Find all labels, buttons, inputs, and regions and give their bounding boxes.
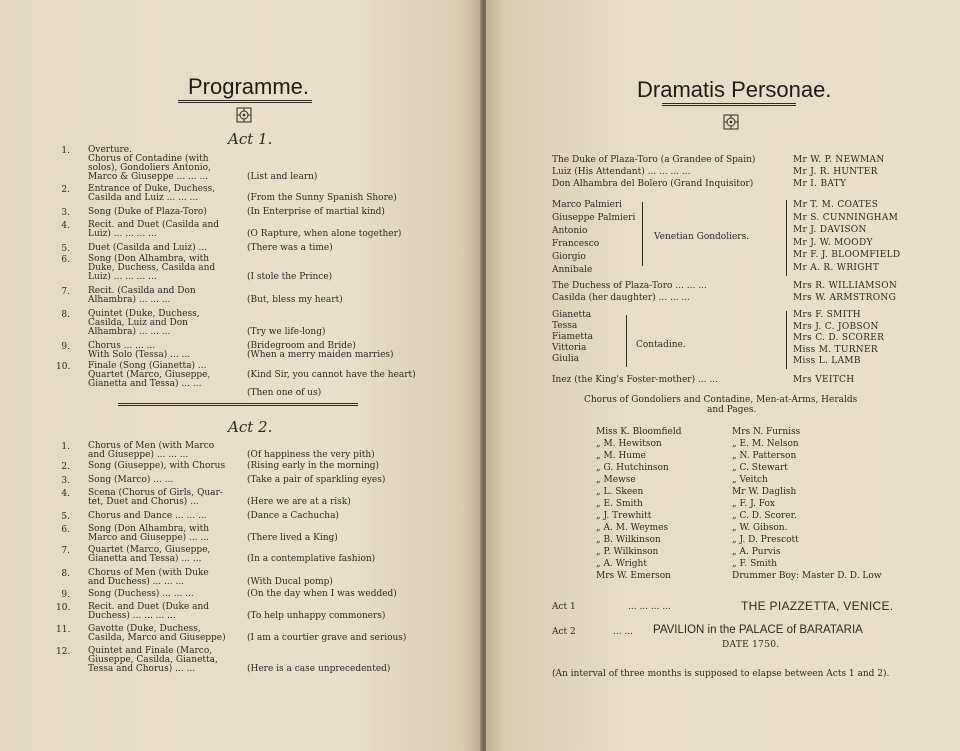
role-name: Luiz (His Attendant) ... ... ... ... bbox=[552, 167, 691, 177]
dramatis-title: Dramatis Personae. bbox=[637, 77, 832, 102]
item-number: 4. bbox=[61, 489, 70, 499]
brace bbox=[786, 200, 787, 276]
item-description: Gianetta and Tessa) ... ... bbox=[88, 554, 202, 564]
item-description: solos), Gondoliers Antonio, bbox=[88, 163, 211, 173]
role-name: Casilda (her daughter) ... ... ... bbox=[552, 293, 690, 303]
role-name: Antonio bbox=[552, 226, 588, 236]
item-description: Duchess) ... ... ... ... bbox=[88, 611, 176, 621]
song-title: (Of happiness the very pith) bbox=[247, 450, 375, 460]
song-title: (Kind Sir, you cannot have the heart) bbox=[247, 370, 416, 380]
item-description: Luiz) ... ... ... ... bbox=[88, 229, 157, 239]
chorus-heading: Chorus of Gondoliers and Contadine, Men-at-Arms, Heralds bbox=[584, 395, 858, 405]
actor-name: Miss M. TURNER bbox=[793, 344, 878, 355]
group-label: Contadine. bbox=[636, 340, 686, 350]
item-description: Casilda and Luiz ... ... ... bbox=[88, 193, 199, 203]
item-number: 10. bbox=[56, 603, 71, 613]
chorus-member: „ N. Patterson bbox=[732, 451, 797, 461]
item-description: Luiz) ... ... ... ... bbox=[88, 272, 157, 282]
item-number: 5. bbox=[61, 512, 70, 522]
item-description: Alhambra) ... ... ... bbox=[88, 295, 171, 305]
item-description: With Solo (Tessa) ... ... bbox=[88, 350, 191, 360]
item-description: Duet (Casilda and Luiz) ... bbox=[88, 243, 208, 253]
item-description: Entrance of Duke, Duchess, bbox=[88, 184, 216, 194]
item-description: Recit. and Duet (Casilda and bbox=[88, 220, 220, 230]
brace bbox=[642, 202, 643, 266]
song-title: (With Ducal pomp) bbox=[247, 577, 333, 587]
act1-heading: Act 1. bbox=[228, 130, 273, 148]
chorus-member: „ Mewse bbox=[596, 475, 636, 485]
item-description: Song (Marco) ... ... bbox=[88, 475, 174, 485]
item-description: Overture. bbox=[88, 145, 132, 155]
item-description: and Giuseppe) ... ... ... bbox=[88, 450, 189, 460]
role-name: Fiametta bbox=[552, 332, 593, 342]
programme-title: Programme. bbox=[188, 74, 310, 99]
role-name: Don Alhambra del Bolero (Grand Inquisitor) bbox=[552, 179, 754, 189]
chorus-member: „ G. Hutchinson bbox=[596, 463, 669, 473]
song-title: (O Rapture, when alone together) bbox=[247, 229, 402, 239]
act2-scene-label: Act 2 bbox=[552, 627, 576, 637]
act2-scene-date: DATE 1750. bbox=[722, 640, 780, 650]
item-number: 2. bbox=[61, 462, 70, 472]
actor-name: Mrs C. D. SCORER bbox=[793, 333, 885, 343]
role-name: Marco Palmieri bbox=[552, 200, 623, 210]
item-description: Quartet (Marco, Giuseppe, bbox=[88, 370, 211, 380]
actor-name: Mr S. CUNNINGHAM bbox=[793, 212, 899, 223]
item-description: Marco and Giuseppe) ... ... bbox=[88, 533, 210, 543]
item-description: Alhambra) ... ... ... bbox=[88, 327, 171, 337]
item-number: 3. bbox=[61, 476, 70, 486]
role-name: The Duchess of Plaza-Toro ... ... ... bbox=[552, 281, 707, 291]
item-description: Quintet and Finale (Marco, bbox=[88, 646, 213, 656]
actor-name: Mr I. BATY bbox=[793, 179, 847, 189]
act2-scene-place: PAVILION in the PALACE of BARATARIA bbox=[653, 624, 863, 636]
item-description: Recit. (Casilda and Don bbox=[88, 286, 196, 296]
chorus-member: Miss K. Bloomfield bbox=[596, 427, 682, 437]
item-number: 7. bbox=[61, 287, 70, 297]
role-name: Giuseppe Palmieri bbox=[552, 213, 636, 223]
chorus-member: „ A. Wright bbox=[596, 559, 647, 569]
item-description: Quintet (Duke, Duchess, bbox=[88, 309, 200, 319]
item-description: Marco & Giuseppe ... ... ... bbox=[88, 172, 209, 182]
chorus-member: „ L. Skeen bbox=[596, 487, 644, 497]
chorus-member: „ F. Smith bbox=[732, 559, 778, 569]
item-number: 7. bbox=[61, 546, 70, 556]
ornament-icon bbox=[235, 106, 253, 124]
song-title: (Then one of us) bbox=[247, 388, 322, 398]
role-name: Gianetta bbox=[552, 310, 592, 320]
song-title: (List and learn) bbox=[247, 172, 318, 182]
song-title: (Dance a Cachucha) bbox=[247, 511, 339, 521]
chorus-member: Mr W. Daglish bbox=[732, 487, 797, 497]
item-number: 9. bbox=[61, 590, 70, 600]
item-description: Recit. and Duet (Duke and bbox=[88, 602, 210, 612]
chorus-member: „ F. J. Fox bbox=[732, 499, 775, 509]
chorus-member: Mrs N. Furniss bbox=[732, 427, 801, 437]
actor-name: Mr W. P. NEWMAN bbox=[793, 155, 885, 165]
act1-scene-place: THE PIAZZETTA, VENICE. bbox=[741, 599, 894, 613]
song-title: (Here we are at a risk) bbox=[247, 497, 351, 507]
item-description: Chorus ... ... ... bbox=[88, 341, 156, 351]
title-rule bbox=[178, 100, 312, 103]
song-title: (Try we life-long) bbox=[247, 327, 326, 337]
song-title: (Rising early in the morning) bbox=[247, 461, 380, 471]
item-description: Chorus of Men (with Duke bbox=[88, 568, 209, 578]
chorus-member: „ M. Hewitson bbox=[596, 439, 662, 449]
item-description: Song (Don Alhambra, with bbox=[88, 254, 210, 264]
chorus-member: „ Veitch bbox=[732, 475, 768, 485]
item-description: Song (Giuseppe), with Chorus bbox=[88, 461, 226, 471]
song-title: (Take a pair of sparkling eyes) bbox=[247, 475, 386, 485]
item-number: 5. bbox=[61, 244, 70, 254]
actor-name: Mr J. W. MOODY bbox=[793, 237, 873, 248]
role-name: Giulia bbox=[552, 354, 579, 364]
act2-heading: Act 2. bbox=[228, 418, 273, 436]
item-description: Chorus of Contadine (with bbox=[88, 154, 209, 164]
song-title: (On the day when I was wedded) bbox=[247, 589, 397, 599]
item-description: Scena (Chorus of Girls, Quar- bbox=[88, 488, 223, 498]
song-title: (There was a time) bbox=[247, 243, 333, 253]
act2-scene-dots: ... ... bbox=[613, 627, 634, 637]
song-title: (But, bless my heart) bbox=[247, 295, 343, 305]
interval-note: (An interval of three months is supposed to elapse between Acts 1 and 2). bbox=[552, 669, 890, 679]
item-number: 4. bbox=[61, 221, 70, 231]
item-number: 8. bbox=[61, 310, 70, 320]
song-title: (I am a courtier grave and serious) bbox=[247, 633, 407, 643]
item-number: 10. bbox=[56, 362, 71, 372]
actor-name: Mrs R. WILLIAMSON bbox=[793, 281, 898, 291]
chorus-member: „ C. Stewart bbox=[732, 463, 788, 473]
role-name: Vittoria bbox=[552, 343, 587, 353]
item-number: 1. bbox=[61, 442, 70, 452]
chorus-member: „ J. Trewhitt bbox=[596, 511, 652, 521]
item-description: Song (Duchess) ... ... ... bbox=[88, 589, 194, 599]
role-name: The Duke of Plaza-Toro (a Grandee of Spain) bbox=[552, 155, 756, 165]
song-title: (Bridegroom and Bride) bbox=[247, 341, 356, 351]
item-description: Finale (Song (Gianetta) ... bbox=[88, 361, 207, 371]
song-title: (Here is a case unprecedented) bbox=[247, 664, 391, 674]
dramatis-rule bbox=[662, 103, 796, 106]
item-number: 8. bbox=[61, 569, 70, 579]
song-title: (To help unhappy commoners) bbox=[247, 611, 386, 621]
chorus-member: „ C. D. Scorer. bbox=[732, 511, 797, 521]
actor-name: Mr F. J. BLOOMFIELD bbox=[793, 250, 901, 260]
item-number: 2. bbox=[61, 185, 70, 195]
item-description: Chorus and Dance ... ... ... bbox=[88, 511, 207, 521]
role-name: Francesco bbox=[552, 239, 600, 249]
item-description: Casilda, Luiz and Don bbox=[88, 318, 188, 328]
actor-name: Mrs VEITCH bbox=[793, 375, 855, 385]
chorus-member: „ A. Purvis bbox=[732, 547, 781, 557]
item-number: 3. bbox=[61, 208, 70, 218]
song-title: (When a merry maiden marries) bbox=[247, 350, 394, 360]
item-number: 1. bbox=[61, 146, 70, 156]
actor-name: Mrs J. C. JOBSON bbox=[793, 321, 879, 332]
song-title: (In Enterprise of martial kind) bbox=[247, 207, 385, 217]
chorus-member: „ B. Wilkinson bbox=[596, 535, 661, 545]
right-page bbox=[486, 0, 960, 751]
chorus-member: „ E. M. Nelson bbox=[732, 439, 799, 449]
item-description: Tessa and Chorus) ... ... bbox=[88, 664, 196, 674]
group-label: Venetian Gondoliers. bbox=[654, 232, 750, 242]
role-name: Tessa bbox=[552, 321, 578, 331]
actor-name: Miss L. LAMB bbox=[793, 356, 861, 366]
item-number: 6. bbox=[61, 525, 70, 535]
actor-name: Mr A. R. WRIGHT bbox=[793, 262, 880, 273]
chorus-member: Drummer Boy: Master D. D. Low bbox=[732, 571, 882, 581]
actor-name: Mr J. DAVISON bbox=[793, 225, 867, 235]
song-title: (From the Sunny Spanish Shore) bbox=[247, 193, 397, 203]
item-description: and Duchess) ... ... ... bbox=[88, 577, 185, 587]
item-number: 9. bbox=[61, 342, 70, 352]
actor-name: Mr T. M. COATES bbox=[793, 200, 879, 210]
chorus-heading-cont: and Pages. bbox=[707, 405, 757, 415]
item-description: Quartet (Marco, Giuseppe, bbox=[88, 545, 211, 555]
role-name: Annibale bbox=[552, 265, 593, 275]
act1-scene-label: Act 1 bbox=[552, 602, 576, 612]
item-description: Duke, Duchess, Casilda and bbox=[88, 263, 216, 273]
item-description: tet, Duet and Chorus) ... bbox=[88, 497, 199, 507]
ornament-icon bbox=[722, 113, 740, 131]
song-title: (In a contemplative fashion) bbox=[247, 554, 376, 564]
item-description: Song (Don Alhambra, with bbox=[88, 524, 210, 534]
chorus-member: Mrs W. Emerson bbox=[596, 571, 671, 581]
item-description: Gavotte (Duke, Duchess, bbox=[88, 624, 201, 634]
chorus-member: „ E. Smith bbox=[596, 499, 643, 509]
song-title: (I stole the Prince) bbox=[247, 272, 333, 282]
chorus-member: „ M. Hume bbox=[596, 451, 646, 461]
role-name: Inez (the King's Foster-mother) ... ... bbox=[552, 375, 718, 385]
act1-scene-dots: ... ... ... ... bbox=[628, 602, 671, 612]
role-name: Giorgio bbox=[552, 252, 586, 262]
song-title: (There lived a King) bbox=[247, 533, 338, 543]
item-number: 11. bbox=[56, 625, 71, 635]
act-divider bbox=[118, 403, 358, 406]
item-description: Giuseppe, Casilda, Gianetta, bbox=[88, 655, 218, 665]
chorus-member: „ W. Gibson. bbox=[732, 523, 788, 533]
item-description: Casilda, Marco and Giuseppe) bbox=[88, 633, 226, 643]
actor-name: Mrs W. ARMSTRONG bbox=[793, 293, 897, 303]
chorus-member: „ A. M. Weymes bbox=[596, 523, 669, 533]
actor-name: Mrs F. SMITH bbox=[793, 310, 861, 320]
item-description: Chorus of Men (with Marco bbox=[88, 441, 215, 451]
item-number: 6. bbox=[61, 255, 70, 265]
item-description: Song (Duke of Plaza-Toro) bbox=[88, 207, 207, 217]
chorus-member: „ P. Wilkinson bbox=[596, 547, 659, 557]
actor-name: Mr J. R. HUNTER bbox=[793, 167, 878, 177]
item-description: Gianetta and Tessa) ... ... bbox=[88, 379, 202, 389]
item-number: 12. bbox=[56, 647, 71, 657]
chorus-member: „ J. D. Prescott bbox=[732, 535, 799, 545]
brace bbox=[786, 311, 787, 369]
brace bbox=[626, 315, 627, 367]
